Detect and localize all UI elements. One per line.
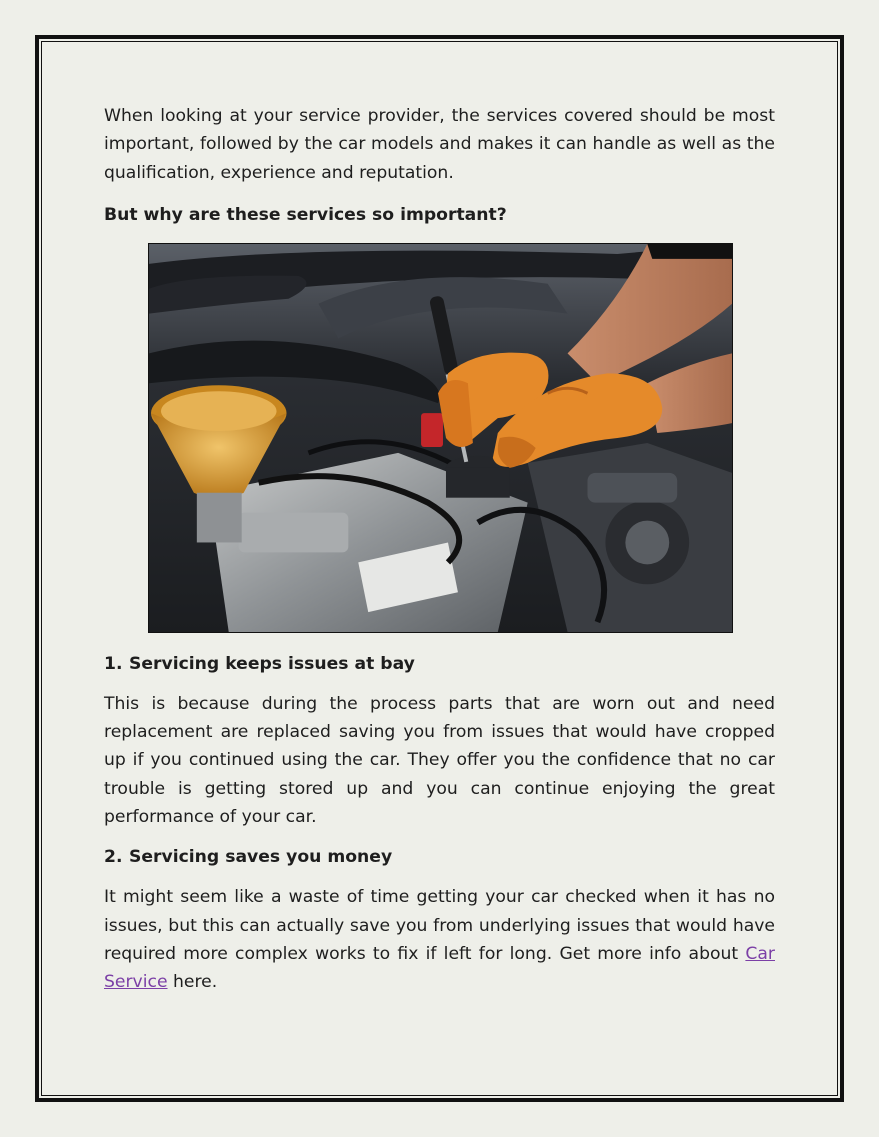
section1-title: Servicing keeps issues at bay: [129, 653, 415, 674]
car-service-link[interactable]: Car Service: [104, 943, 775, 993]
section1-number: 1.: [104, 653, 123, 674]
why-heading: But why are these services so important?: [104, 204, 507, 225]
section2-text-before-link: It might seem like a waste of time getting your car checked when it has no issues, but this can actually save you from underlying issues that would have required more complex works to fix if left for long. Get more info about: [104, 887, 775, 964]
section1-heading: [104, 650, 775, 678]
section2-paragraph: [104, 883, 775, 996]
section1-paragraph: This is because during the process parts that are worn out and need replacement are replaced saving you from issues that would have cropped up if you continued using the car. They offer you the confidence that no car trouble is getting stored up and you can continue enjoying the great performance of your car.: [104, 693, 775, 828]
section2-text-after-link: here.: [167, 972, 218, 993]
section2-number: 2.: [104, 847, 123, 868]
section2-heading: [104, 843, 775, 871]
section2-title: Servicing saves you money: [129, 847, 393, 868]
car-engine-repair-photo: [148, 243, 733, 633]
document-body: [104, 102, 775, 997]
intro-paragraph: When looking at your service provider, the services covered should be most important, followed by the car models and makes it can handle as well as the qualification, experience and reputation.: [104, 106, 775, 183]
